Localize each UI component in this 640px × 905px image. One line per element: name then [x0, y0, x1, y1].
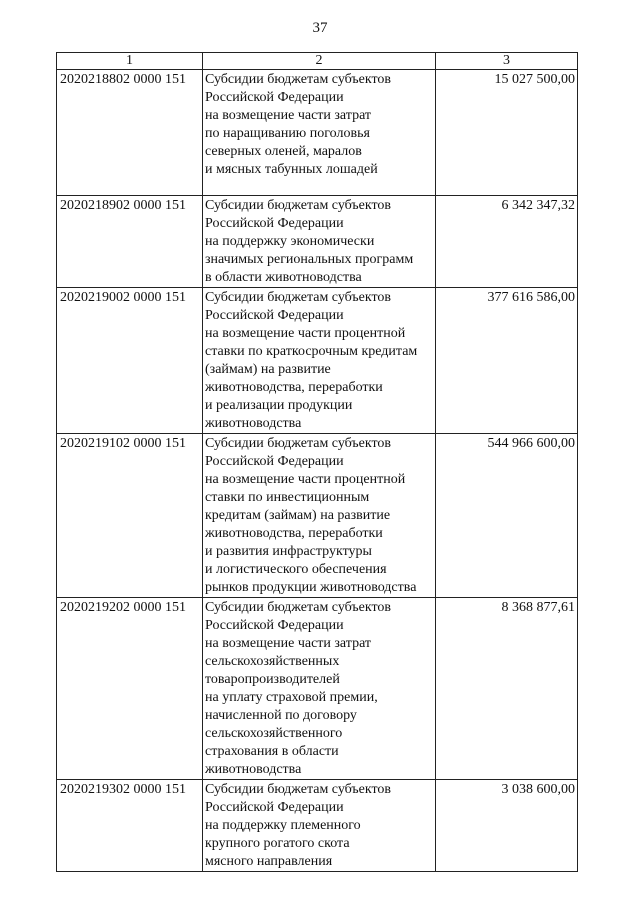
subsidy-name-cell: Субсидии бюджетам субъектов Российской Федерации на возмещение части затрат по наращиванию поголовья северных оленей, маралов и мясных табунных лошадей [203, 70, 436, 196]
subsidy-name-cell: Субсидии бюджетам субъектов Российской Федерации на поддержку экономически значимых региональных программ в области животноводства [203, 196, 436, 288]
amount-cell: 3 038 600,00 [436, 780, 578, 872]
amount-cell: 377 616 586,00 [436, 288, 578, 434]
subsidy-name-cell: Субсидии бюджетам субъектов Российской Федерации на возмещение части процентной ставки по инвестиционным кредитам (займам) на развитие животноводства, переработки и развития инфраструктуры и логистического обеспечения рынков продукции животноводства [203, 434, 436, 598]
budget-code-cell: 2020218802 0000 151 [57, 70, 203, 196]
page-number: 37 [312, 20, 328, 36]
subsidy-name-cell: Субсидии бюджетам субъектов Российской Федерации на возмещение части процентной ставки по краткосрочным кредитам (займам) на развитие животноводства, переработки и реализации продукции животноводства [203, 288, 436, 434]
table-header-row [57, 53, 578, 70]
amount-cell: 8 368 877,61 [436, 598, 578, 780]
budget-table [56, 52, 578, 872]
table-row [57, 780, 578, 872]
column-header-1: 1 [57, 53, 203, 70]
column-header-2: 2 [203, 53, 436, 70]
budget-code-cell: 2020219202 0000 151 [57, 598, 203, 780]
amount-cell: 544 966 600,00 [436, 434, 578, 598]
subsidy-name-cell: Субсидии бюджетам субъектов Российской Федерации на возмещение части затрат сельскохозяйственных товаропроизводителей на уплату страховой премии, начисленной по договору сельскохозяйственного страхования в области животноводства [203, 598, 436, 780]
table-row [57, 196, 578, 288]
budget-code-cell: 2020218902 0000 151 [57, 196, 203, 288]
table-row [57, 434, 578, 598]
column-header-3: 3 [436, 53, 578, 70]
budget-code-cell: 2020219002 0000 151 [57, 288, 203, 434]
table-row [57, 288, 578, 434]
budget-code-cell: 2020219102 0000 151 [57, 434, 203, 598]
subsidy-name-cell: Субсидии бюджетам субъектов Российской Федерации на поддержку племенного крупного рогатого скота мясного направления [203, 780, 436, 872]
table-row [57, 598, 578, 780]
amount-cell: 6 342 347,32 [436, 196, 578, 288]
budget-code-cell: 2020219302 0000 151 [57, 780, 203, 872]
amount-cell: 15 027 500,00 [436, 70, 578, 196]
table-row [57, 70, 578, 196]
